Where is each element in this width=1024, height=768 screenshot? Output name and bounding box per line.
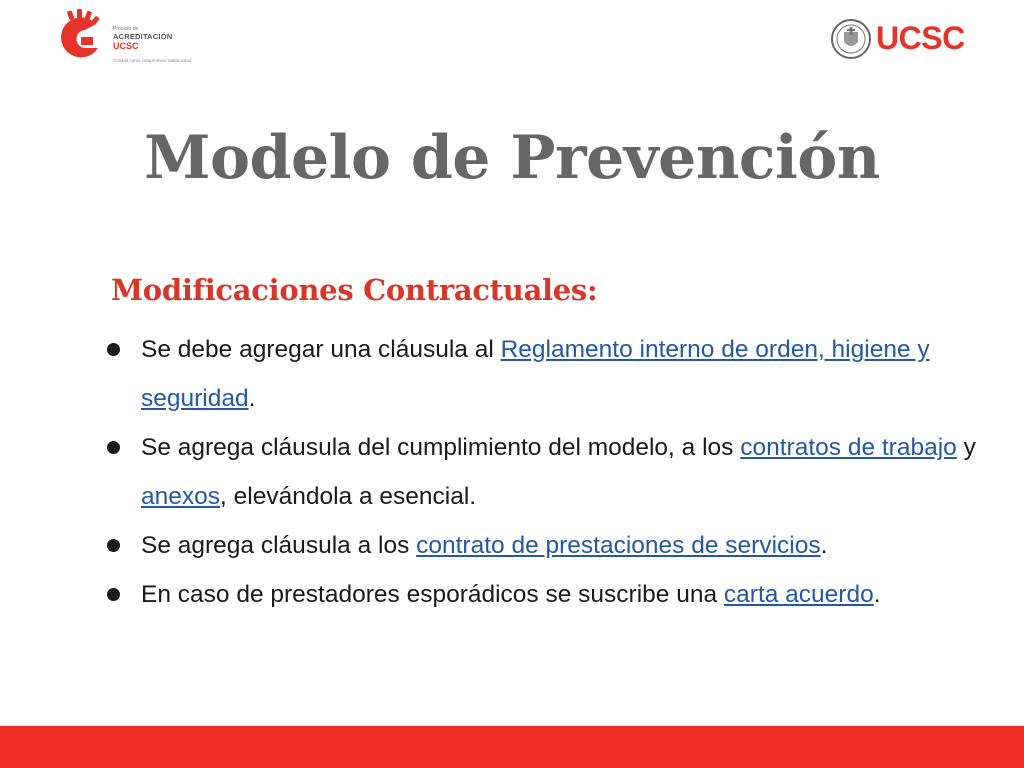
list-item [105,521,985,570]
bullet-icon [107,588,120,601]
acreditacion-logo [52,8,192,68]
contratos-trabajo-link[interactable]: contratos de trabajo [740,434,957,461]
logo-line-2: ACREDITACIÓN [113,32,173,41]
logo-line-4: Calidad como compromiso institucional [113,58,192,63]
bullet-icon [107,539,120,552]
section-subtitle: Modificaciones Contractuales: [111,273,598,307]
anexos-link[interactable]: anexos [141,483,221,510]
carta-acuerdo-link[interactable]: carta acuerdo [723,581,874,608]
bullet-text: Se debe agregar una cláusula al [141,336,501,363]
university-seal-icon [830,18,872,60]
bullet-text: , elevándola a esencial. [220,483,477,510]
ucsc-wordmark: UCSC [876,20,965,56]
list-item [105,570,985,619]
contrato-prestaciones-link[interactable]: contrato de prestaciones de servicios [416,532,821,559]
ucsc-logo [830,18,970,68]
bullet-text: . [873,581,881,608]
logo-line-1: Proceso de [113,26,139,32]
footer-bar [0,726,1024,768]
page-title: Modelo de Prevención [144,123,880,193]
bullet-text: En caso de prestadores esporádicos se suscribe una [141,581,724,608]
logo-line-3: UCSC [113,41,139,51]
bullet-icon [107,343,120,356]
list-item [105,325,985,423]
reglamento-link[interactable]: Reglamento interno de orden, higiene y seguridad [141,336,930,412]
bullet-list [105,325,985,619]
bullet-text: Se agrega cláusula a los [141,532,417,559]
list-item [105,423,985,521]
bullet-icon [107,441,120,454]
acreditacion-emblem-icon [52,8,108,66]
bullet-text: Se agrega cláusula del cumplimiento del modelo, a los [141,434,741,461]
bullet-text: . [248,385,256,412]
bullet-text: y [956,434,976,461]
bullet-text: . [820,532,828,559]
